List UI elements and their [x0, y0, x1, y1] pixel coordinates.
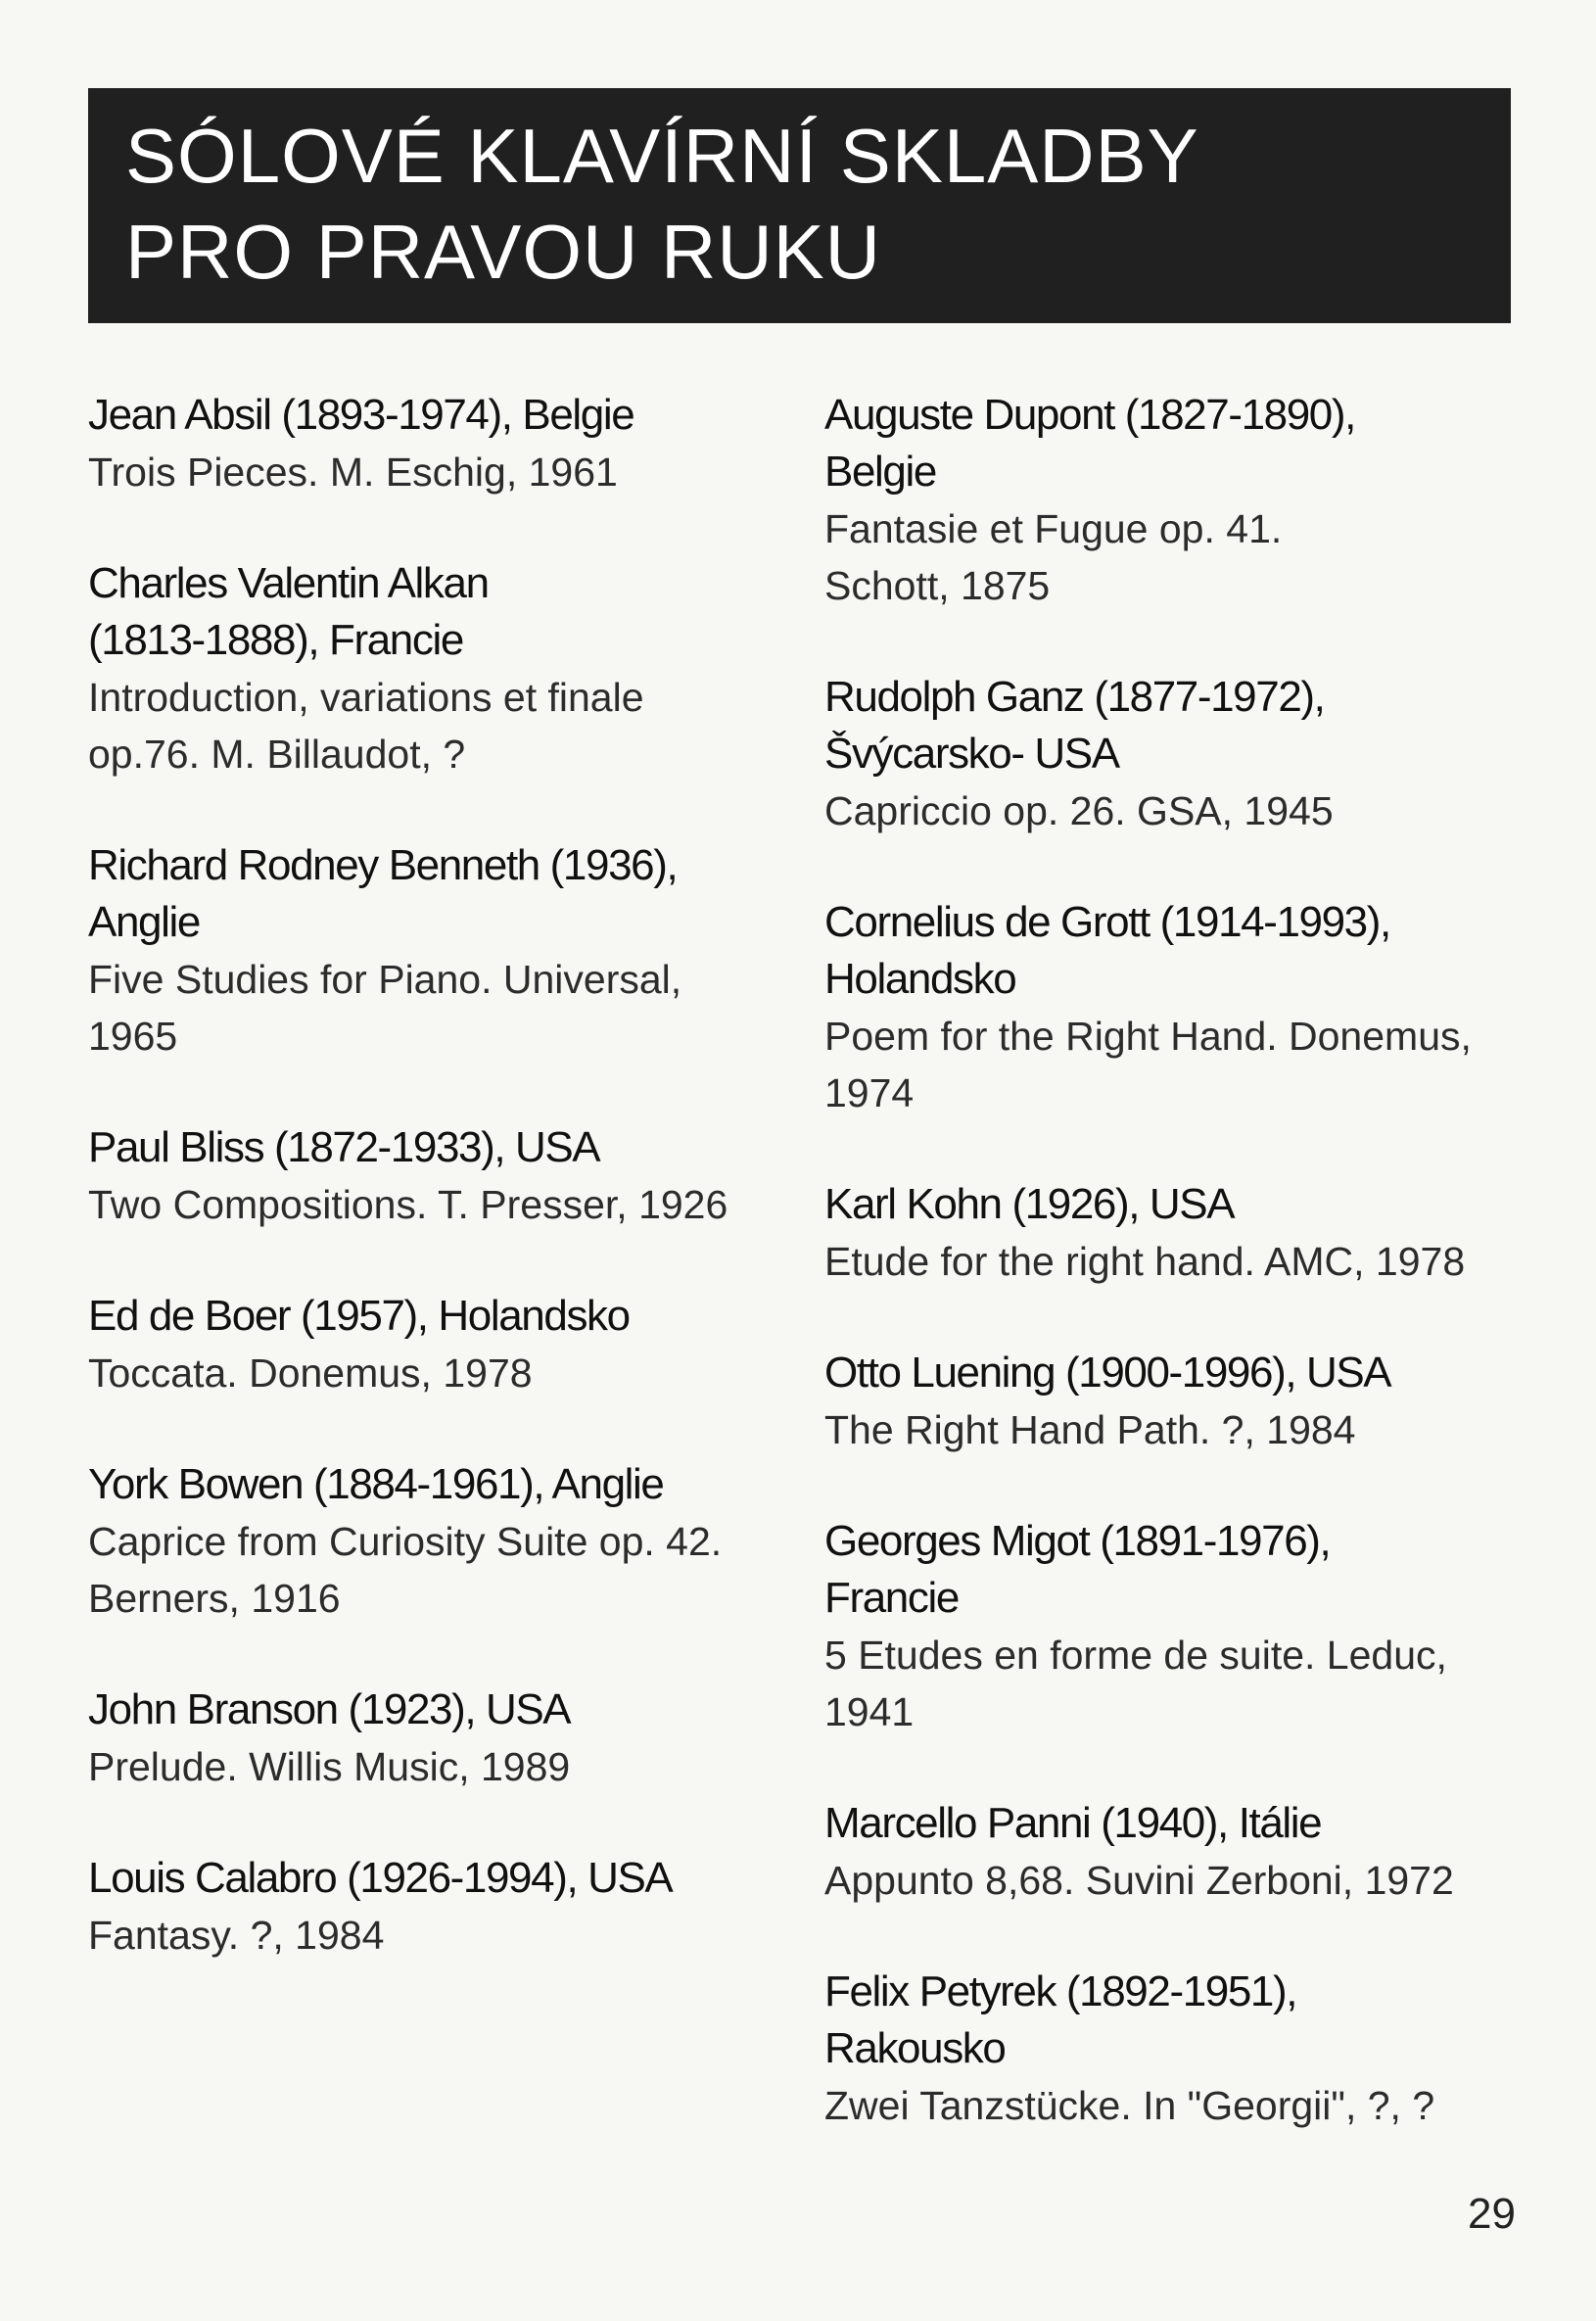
- work-title: Fantasie et Fugue op. 41.: [824, 506, 1283, 551]
- bibliography-entry: [88, 1119, 793, 1233]
- composer-name: Felix Petyrek (1892-1951),: [824, 1967, 1297, 2015]
- composer-name: Otto Luening (1900-1996), USA: [824, 1349, 1391, 1397]
- bibliography-entry: [824, 387, 1529, 614]
- work-title: Capriccio op. 26. GSA, 1945: [824, 788, 1334, 833]
- work-title: 1941: [824, 1689, 915, 1734]
- bibliography-entry: [88, 387, 793, 500]
- title-banner: [88, 88, 1511, 323]
- entry-spacer: [824, 1740, 1529, 1795]
- entry-spacer: [824, 1290, 1529, 1345]
- composer-name: Louis Calabro (1926-1994), USA: [88, 1854, 673, 1902]
- composer-name: Rudolph Ganz (1877-1972),: [824, 673, 1325, 721]
- composer-name: Karl Kohn (1926), USA: [824, 1180, 1235, 1228]
- bibliography-entry: [824, 1345, 1529, 1458]
- composer-name: Holandsko: [824, 955, 1016, 1003]
- composer-name: York Bowen (1884-1961), Anglie: [88, 1460, 664, 1508]
- work-title: 1965: [88, 1014, 178, 1059]
- bibliography-entry: [88, 1288, 793, 1401]
- composer-name: Paul Bliss (1872-1933), USA: [88, 1123, 600, 1171]
- composer-name: (1813-1888), Francie: [88, 616, 463, 664]
- composer-name: Marcello Panni (1940), Itálie: [824, 1799, 1322, 1847]
- work-title: Trois Pieces. M. Eschig, 1961: [88, 450, 618, 495]
- work-title: 5 Etudes en forme de suite. Leduc,: [824, 1633, 1447, 1678]
- work-title: The Right Hand Path. ?, 1984: [824, 1407, 1356, 1452]
- work-title: Prelude. Willis Music, 1989: [88, 1744, 571, 1789]
- entry-spacer: [824, 614, 1529, 669]
- work-title: Etude for the right hand. AMC, 1978: [824, 1239, 1466, 1284]
- work-title: Poem for the Right Hand. Donemus,: [824, 1014, 1472, 1059]
- work-title: Fantasy. ?, 1984: [88, 1913, 385, 1958]
- work-title: Appunto 8,68. Suvini Zerboni, 1972: [824, 1858, 1454, 1903]
- bibliography-entry: [824, 1513, 1529, 1740]
- composer-name: Cornelius de Grott (1914-1993),: [824, 898, 1390, 946]
- bibliography-entry: [824, 1795, 1529, 1909]
- entry-spacer: [88, 1065, 793, 1119]
- entry-spacer: [824, 839, 1529, 894]
- work-title: Five Studies for Piano. Universal,: [88, 957, 682, 1002]
- bibliography-entry: [88, 1682, 793, 1795]
- composer-name: Anglie: [88, 898, 200, 946]
- bibliography-entry: [824, 1964, 1529, 2134]
- composer-name: Jean Absil (1893-1974), Belgie: [88, 391, 634, 439]
- bibliography-entry: [88, 555, 793, 782]
- entry-spacer: [88, 500, 793, 555]
- composer-name: Auguste Dupont (1827-1890),: [824, 391, 1355, 439]
- bibliography-entry: [824, 1176, 1529, 1290]
- composer-name: Charles Valentin Alkan: [88, 559, 489, 607]
- work-title: Caprice from Curiosity Suite op. 42.: [88, 1519, 723, 1564]
- entry-spacer: [824, 1458, 1529, 1513]
- composer-name: Švýcarsko- USA: [824, 730, 1119, 778]
- entry-spacer: [824, 1121, 1529, 1176]
- entry-spacer: [88, 1627, 793, 1682]
- composer-name: Rakousko: [824, 2024, 1006, 2072]
- work-title: Zwei Tanzstücke. In "Georgii", ?, ?: [824, 2083, 1435, 2128]
- bibliography-entry: [824, 894, 1529, 1121]
- title-line-2: PRO PRAVOU RUKU: [125, 209, 881, 295]
- work-title: Schott, 1875: [824, 563, 1051, 608]
- page-number: 29: [1468, 2190, 1516, 2238]
- bibliography-entry: [88, 1850, 793, 1964]
- work-title: Toccata. Donemus, 1978: [88, 1350, 533, 1396]
- composer-name: John Branson (1923), USA: [88, 1685, 571, 1733]
- entry-spacer: [824, 1909, 1529, 1964]
- composer-name: Ed de Boer (1957), Holandsko: [88, 1292, 630, 1340]
- bibliography-entry: [824, 669, 1529, 839]
- bibliography-entry: [88, 837, 793, 1065]
- composer-name: Francie: [824, 1574, 959, 1622]
- title-line-1: SÓLOVÉ KLAVÍRNÍ SKLADBY: [125, 113, 1199, 199]
- bibliography-entry: [88, 1456, 793, 1627]
- entry-spacer: [88, 1401, 793, 1456]
- work-title: Introduction, variations et finale: [88, 675, 644, 720]
- work-title: 1974: [824, 1070, 915, 1115]
- entry-spacer: [88, 1233, 793, 1288]
- entry-spacer: [88, 1795, 793, 1850]
- composer-name: Richard Rodney Benneth (1936),: [88, 841, 678, 889]
- entry-spacer: [88, 782, 793, 837]
- composer-name: Georges Migot (1891-1976),: [824, 1517, 1331, 1565]
- work-title: Berners, 1916: [88, 1576, 341, 1621]
- work-title: op.76. M. Billaudot, ?: [88, 732, 466, 777]
- composer-name: Belgie: [824, 448, 936, 496]
- right-column: [824, 387, 1529, 2134]
- work-title: Two Compositions. T. Presser, 1926: [88, 1182, 728, 1227]
- left-column: [88, 387, 793, 1964]
